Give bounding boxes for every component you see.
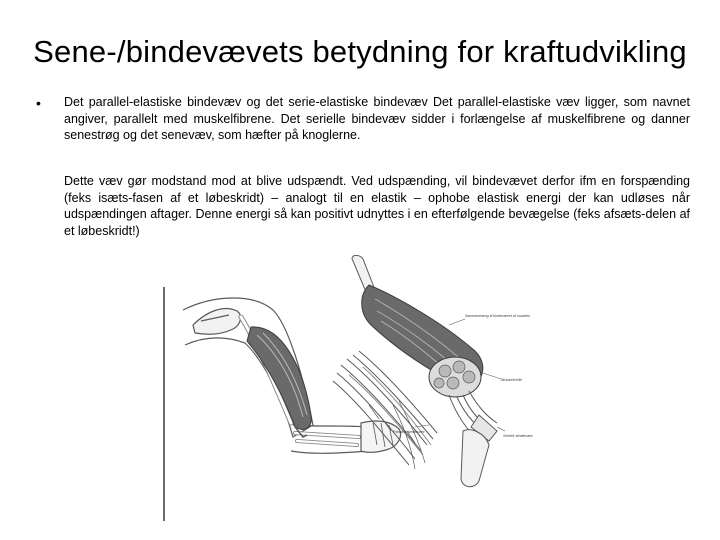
paragraph-connective-tissue-types: Det parallel-elastiske bindevæv og det serie-elastiske bindevæv Det parallel-elastiske væv ligger, som navnet angiver, parallelt med muskelfibrene. Det serielle bindevæv sidder i forlængelse af muskelfibrene og danner senestrøg og det senevæv, som hæfter på knoglerne.	[64, 95, 690, 142]
fiber-bundle-illustration	[333, 351, 437, 469]
label-connective-tissue: Sammenhæng til bindevævet af musklen	[465, 314, 531, 318]
label-muscle-cell: Muskelcelle	[501, 377, 522, 382]
slide-title: Sene-/bindevævets betydning for kraftudvikling	[33, 34, 687, 69]
label-parallel-tissue: Parallel bindevæv	[393, 429, 425, 434]
label-serial-tissue: Serielt bindevæv	[503, 433, 533, 438]
muscle-anatomy-figure	[163, 255, 540, 521]
paragraph-elastic-energy: Dette væv gør modstand mod at blive udspændt. Ved udspænding, vil bindevævet derfor ifm en forspænding (feks isæts-fasen af et løbeskridt) – analogt til en elastik – ophobe elastisk energi der kan udløses når udspændingen aftager. Denne energi så kan positivt udnyttes i en efterfølgende bevægelse (feks afsæts-delen af et løbeskridt!)	[64, 174, 690, 238]
biceps-muscle	[247, 327, 311, 437]
bullet-dot: •	[36, 95, 41, 111]
